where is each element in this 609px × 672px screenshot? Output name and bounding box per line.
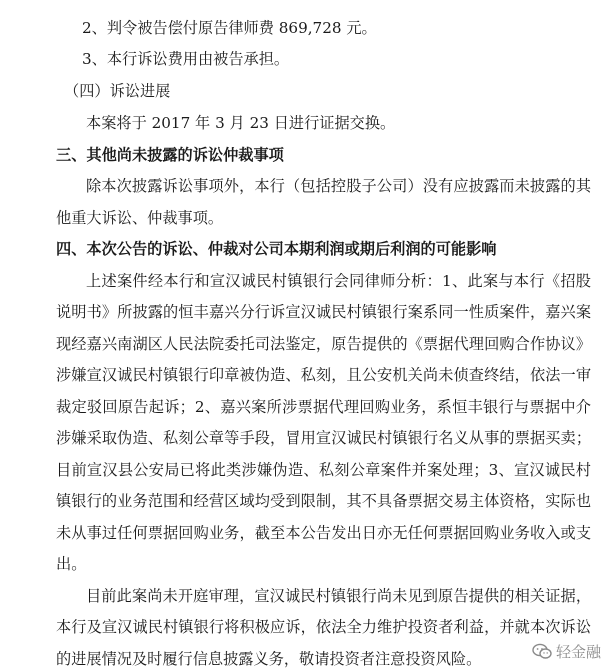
paragraph-line: 本案将于 2017 年 3 月 23 日进行证据交换。 bbox=[86, 114, 396, 132]
paragraph-line: 涉嫌采取伪造、私刻公章等手段，冒用宣汉诚民村镇银行名义从事的票据买卖； bbox=[56, 429, 591, 447]
paragraph-line: 出。 bbox=[56, 555, 87, 573]
wechat-icon bbox=[532, 643, 552, 660]
paragraph-line: 未从事过任何票据回购业务，截至本公告发出日亦无任何票据回购业务收入或支 bbox=[56, 524, 591, 542]
paragraph-line: 镇银行的业务范围和经营区域均受到限制，其不具备票据交易主体资格，实际也 bbox=[56, 492, 591, 510]
section-heading: 三、其他尚未披露的诉讼仲裁事项 bbox=[56, 146, 284, 164]
section-heading: 四、本次公告的诉讼、仲裁对公司本期利润或期后利润的可能影响 bbox=[56, 240, 497, 258]
watermark bbox=[532, 641, 601, 662]
paragraph-line: 目前宣汉县公安局已将此类涉嫌伪造、私刻公章案件并案处理；3、宣汉诚民村 bbox=[56, 461, 591, 479]
paragraph-line: 说明书》所披露的恒丰嘉兴分行诉宣汉诚民村镇银行案系同一性质案件，嘉兴案 bbox=[56, 303, 591, 321]
paragraph-line: 的进展情况及时履行信息披露义务，敬请投资者注意投资风险。 bbox=[56, 650, 482, 668]
claim-item-3: 3、本行诉讼费用由被告承担。 bbox=[82, 50, 290, 68]
subsection-heading: （四）诉讼进展 bbox=[64, 82, 171, 100]
paragraph-line: 现经嘉兴南湖区人民法院委托司法鉴定，原告提供的《票据代理回购合作协议》 bbox=[56, 335, 591, 353]
paragraph-line: 他重大诉讼、仲裁事项。 bbox=[56, 209, 224, 227]
paragraph-line: 裁定驳回原告起诉；2、嘉兴案所涉票据代理回购业务，系恒丰银行与票据中介 bbox=[56, 398, 591, 416]
paragraph-line: 除本次披露诉讼事项外，本行（包括控股子公司）没有应披露而未披露的其 bbox=[86, 177, 591, 195]
watermark-text: 轻金融 bbox=[555, 643, 601, 661]
paragraph-line: 涉嫌宣汉诚民村镇银行印章被伪造、私刻，且公安机关尚未侦查终结，依法一审 bbox=[56, 366, 591, 384]
paragraph-line: 上述案件经本行和宣汉诚民村镇银行会同律师分析：1、此案与本行《招股 bbox=[86, 272, 591, 290]
claim-item-2: 2、判令被告偿付原告律师费 869,728 元。 bbox=[82, 19, 377, 37]
paragraph-line: 本行及宣汉诚民村镇银行将积极应诉，依法全力维护投资者利益，并就本次诉讼 bbox=[56, 618, 591, 636]
paragraph-line: 目前此案尚未开庭审理，宣汉诚民村镇银行尚未见到原告提供的相关证据， bbox=[86, 587, 591, 605]
